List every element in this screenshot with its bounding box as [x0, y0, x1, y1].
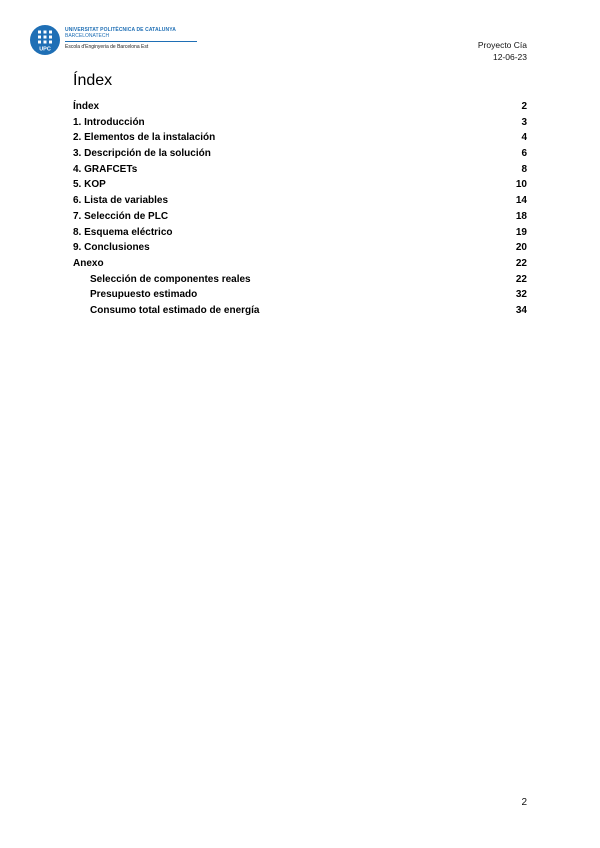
university-name-block: [65, 27, 215, 50]
toc-entry[interactable]: [73, 287, 527, 303]
toc-entry[interactable]: [73, 146, 527, 162]
toc-entry[interactable]: [73, 162, 527, 178]
toc-entry-page: 19: [515, 226, 527, 238]
table-of-contents: [73, 99, 527, 319]
toc-entry-label: 3. Descripción de la solución: [73, 148, 211, 160]
toc-entry[interactable]: [73, 130, 527, 146]
toc-entry-page: 22: [515, 273, 527, 285]
toc-entry-label: 5. KOP: [73, 179, 106, 191]
toc-entry-label: Anexo: [73, 257, 104, 269]
toc-entry-page: 4: [521, 132, 527, 144]
toc-entry-page: 8: [521, 163, 527, 175]
toc-entry[interactable]: [73, 240, 527, 256]
toc-entry[interactable]: [73, 99, 527, 115]
project-name: Proyecto Cía: [477, 40, 527, 50]
toc-entry[interactable]: [73, 225, 527, 241]
toc-entry-label: Selección de componentes reales: [90, 273, 251, 285]
toc-entry-page: 20: [515, 242, 527, 254]
toc-entry-page: 3: [521, 116, 527, 128]
toc-entry[interactable]: [73, 272, 527, 288]
university-name: UNIVERSITAT POLITÈCNICA DE CATALUNYA: [65, 27, 176, 33]
toc-entry-page: 22: [515, 257, 527, 269]
toc-entry-page: 14: [515, 195, 527, 207]
university-logo: [30, 25, 210, 57]
page-title: Índex: [73, 72, 113, 89]
toc-entry-page: 2: [521, 101, 527, 112]
toc-entry-label: 6. Lista de variables: [73, 195, 169, 207]
toc-entry-label: 2. Elementos de la instalación: [73, 132, 216, 144]
school-name: Escola d'Enginyeria de Barcelona Est: [65, 44, 149, 50]
header-meta: [478, 39, 527, 63]
toc-entry-label: 4. GRAFCETs: [73, 163, 138, 175]
page-number: 2: [521, 797, 527, 808]
toc-entry-page: 10: [515, 179, 527, 191]
toc-entry[interactable]: [73, 177, 527, 193]
university-subtitle: BARCELONATECH: [65, 33, 110, 39]
document-date: 12-06-23: [492, 52, 527, 62]
toc-entry-label: 1. Introducción: [73, 116, 145, 128]
toc-entry[interactable]: [73, 209, 527, 225]
toc-entry-label: 9. Conclusiones: [73, 242, 150, 254]
logo-divider: [65, 41, 197, 42]
toc-entry-label: Consumo total estimado de energía: [90, 304, 260, 316]
toc-entry[interactable]: [73, 303, 527, 319]
toc-entry[interactable]: [73, 256, 527, 272]
toc-entry[interactable]: [73, 193, 527, 209]
toc-entry[interactable]: [73, 115, 527, 131]
upc-logo-icon: [30, 25, 60, 55]
toc-entry-page: 6: [521, 148, 527, 160]
toc-entry-page: 34: [515, 304, 527, 316]
upc-logo-text: UPC: [39, 46, 51, 53]
toc-entry-page: 32: [515, 289, 527, 301]
toc-entry-page: 18: [515, 210, 527, 222]
toc-entry-label: Presupuesto estimado: [90, 289, 198, 301]
toc-entry-label: 7. Selección de PLC: [73, 210, 169, 222]
toc-entry-label: Índex: [73, 101, 100, 112]
toc-entry-label: 8. Esquema eléctrico: [73, 226, 173, 238]
